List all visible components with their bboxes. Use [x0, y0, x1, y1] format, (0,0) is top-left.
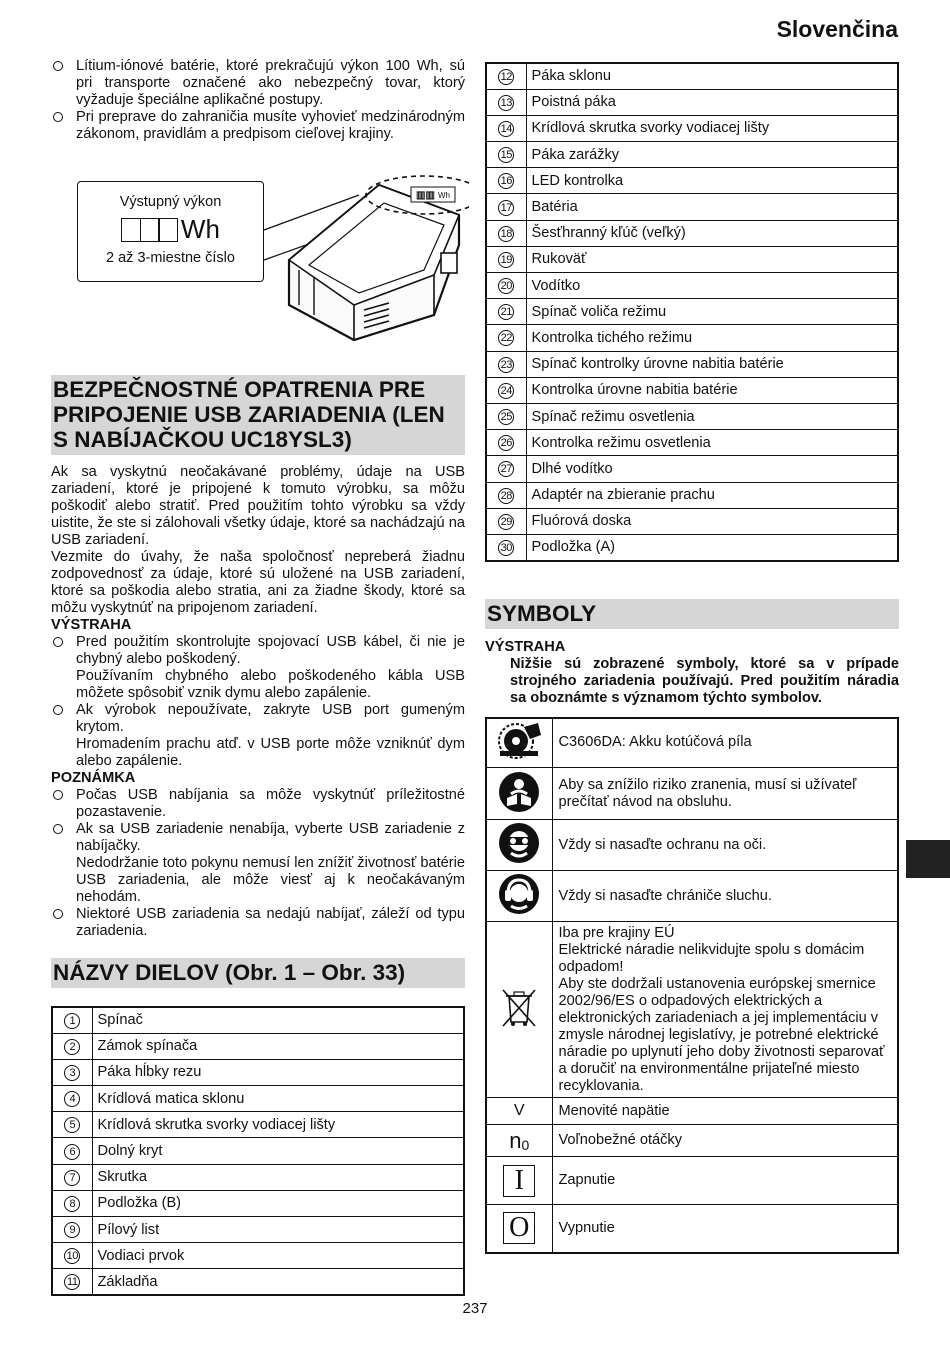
note-bullet: Niektoré USB zariadenia sa nedajú nabíjať, záleží od typu zariadenia.	[51, 906, 465, 940]
parts-row	[52, 1243, 464, 1269]
output-power-box	[77, 181, 264, 282]
parts-row	[52, 1086, 464, 1112]
parts-row	[486, 115, 898, 141]
part-label: Zámok spínača	[92, 1033, 464, 1059]
part-number: 22	[498, 330, 514, 346]
parts-row	[486, 534, 898, 560]
part-number: 24	[498, 383, 514, 399]
parts-row	[486, 482, 898, 508]
ear-protection-icon	[497, 872, 541, 916]
parts-row	[52, 1190, 464, 1216]
parts-row	[486, 351, 898, 377]
left-column	[51, 58, 465, 1296]
parts-row	[486, 456, 898, 482]
part-label: Páka hĺbky rezu	[92, 1059, 464, 1085]
right-column	[485, 62, 899, 1254]
language-label: Slovenčina	[776, 16, 898, 42]
part-label: Kontrolka režimu osvetlenia	[526, 430, 898, 456]
part-number: 2	[64, 1039, 80, 1055]
part-label: Páka zarážky	[526, 142, 898, 168]
voltage-symbol: V	[513, 1102, 525, 1120]
part-number: 21	[498, 304, 514, 320]
part-number: 28	[498, 488, 514, 504]
usb-paragraph: Vezmite do úvahy, že naša spoločnosť nepreberá žiadnu zodpovednosť za údaje, ktoré sú uložené na USB zariadení, ktoré sa poškodia alebo stratia, ani za žiadne škody, ktoré sa môžu vyskytnúť na pripojenom zariadení.	[51, 549, 465, 616]
parts-row	[486, 403, 898, 429]
symbols-section-title: SYMBOLY	[485, 599, 899, 629]
part-number: 18	[498, 226, 514, 242]
parts-row	[486, 89, 898, 115]
note-bullet: Ak sa USB zariadenie nenabíja, vyberte USB zariadenie z nabíjačky. Nedodržanie toto pokynu nemusí len znížiť životnosť batérie USB zariadenia, ale môže viesť aj k neočakávaným nehodám.	[51, 821, 465, 906]
switch-on-icon: I	[503, 1165, 535, 1197]
warning-bullets	[51, 634, 465, 770]
parts-row	[52, 1269, 464, 1295]
part-label: Krídlová skrutka svorky vodiacej lišty	[526, 115, 898, 141]
part-label: Skrutka	[92, 1164, 464, 1190]
weee-bin-icon	[499, 986, 539, 1030]
parts-row	[52, 1164, 464, 1190]
part-label: Adaptér na zbieranie prachu	[526, 482, 898, 508]
svg-text:▥▥: ▥▥	[416, 190, 435, 201]
parts-section-title: NÁZVY DIELOV (Obr. 1 – Obr. 33)	[51, 958, 465, 988]
symbol-text: Vždy si nasaďte chrániče sluchu.	[552, 871, 898, 922]
part-number: 30	[498, 540, 514, 556]
part-label: Fluórová doska	[526, 508, 898, 534]
symbol-text: Vždy si nasaďte ochranu na oči.	[552, 820, 898, 871]
part-label: Krídlová skrutka svorky vodiacej lišty	[92, 1112, 464, 1138]
part-label: Batéria	[526, 194, 898, 220]
part-label: Podložka (A)	[526, 534, 898, 560]
note-bullets	[51, 787, 465, 940]
part-label: Páka sklonu	[526, 63, 898, 89]
symbol-row	[486, 1205, 898, 1253]
circular-saw-icon	[494, 719, 544, 763]
parts-row	[486, 142, 898, 168]
note-bullet: Počas USB nabíjania sa môže vyskytnúť príležitostné pozastavenie.	[51, 787, 465, 821]
parts-row	[52, 1007, 464, 1033]
digit-cell	[121, 218, 141, 242]
parts-row	[486, 377, 898, 403]
battery-figure	[51, 165, 465, 365]
symbol-text: Vypnutie	[552, 1205, 898, 1253]
digit-cell	[158, 218, 178, 242]
symbol-text: Menovité napätie	[552, 1098, 898, 1125]
parts-row	[52, 1217, 464, 1243]
eye-protection-icon	[497, 821, 541, 865]
parts-row	[52, 1138, 464, 1164]
part-label: Poistná páka	[526, 89, 898, 115]
symbol-row	[486, 871, 898, 922]
section-tab-marker	[906, 840, 950, 878]
parts-row	[52, 1059, 464, 1085]
note-label: POZNÁMKA	[51, 770, 136, 786]
part-number: 4	[64, 1091, 80, 1107]
digit-count-label: 2 až 3-miestne číslo	[106, 250, 235, 266]
part-label: Vodiaci prvok	[92, 1243, 464, 1269]
part-label: Pílový list	[92, 1217, 464, 1243]
symbols-warning-label: VÝSTRAHA	[485, 638, 566, 655]
part-label: Kontrolka úrovne nabitia batérie	[526, 377, 898, 403]
symbol-text: Zapnutie	[552, 1157, 898, 1205]
part-label: Krídlová matica sklonu	[92, 1086, 464, 1112]
parts-row	[486, 194, 898, 220]
parts-row	[486, 246, 898, 272]
part-label: Rukoväť	[526, 246, 898, 272]
digit-cell	[140, 218, 160, 242]
part-number: 1	[64, 1013, 80, 1029]
parts-row	[486, 325, 898, 351]
part-number: 29	[498, 514, 514, 530]
part-number: 9	[64, 1222, 80, 1238]
parts-row	[486, 63, 898, 89]
parts-table-right	[485, 62, 899, 562]
read-manual-icon	[497, 770, 541, 814]
symbol-text: Voľnobežné otáčky	[552, 1125, 898, 1157]
part-number: 7	[64, 1170, 80, 1186]
parts-row	[52, 1033, 464, 1059]
symbol-row	[486, 768, 898, 820]
usb-paragraph: Ak sa vyskytnú neočakávané problémy, údaje na USB zariadení, ktoré je pripojené k tomuto výrobku, sa môžu poškodiť alebo stratiť. Pred použitím tohto výrobku sa vždy uistite, že ste si zálohovali všetky údaje, ktoré sa nachádzajú na USB zariadení.	[51, 464, 465, 548]
warning-bullet: Ak výrobok nepoužívate, zakryte USB port gumeným krytom. Hromadením prachu atď. v USB porte môže vzniknúť dym alebo zapálenie.	[51, 702, 465, 770]
symbol-row	[486, 1125, 898, 1157]
part-label: Vodítko	[526, 273, 898, 299]
symbol-row	[486, 820, 898, 871]
parts-row	[486, 220, 898, 246]
part-number: 25	[498, 409, 514, 425]
parts-row	[486, 273, 898, 299]
part-number: 16	[498, 173, 514, 189]
symbols-warning-text: Nižšie sú zobrazené symboly, ktoré sa v prípade strojného zariadenia používajú. Pred použitím náradia sa oboznámte s významom týchto symbolov.	[510, 655, 899, 706]
battery-wh-label: Wh	[438, 191, 450, 200]
intro-bullet: Lítium-iónové batérie, ktoré prekračujú výkon 100 Wh, sú pri transporte označené ako nebezpečný tovar, ktorý vyžaduje špeciálne aplikačné postupy.	[51, 58, 465, 109]
switch-off-icon: O	[503, 1212, 535, 1244]
part-label: Spínač	[92, 1007, 464, 1033]
parts-row	[486, 299, 898, 325]
part-number: 23	[498, 357, 514, 373]
part-label: Kontrolka tichého režimu	[526, 325, 898, 351]
no-load-speed-symbol: $n_0$	[509, 1127, 530, 1153]
part-label: Spínač kontrolky úrovne nabitia batérie	[526, 351, 898, 377]
part-number: 8	[64, 1196, 80, 1212]
parts-row	[486, 430, 898, 456]
part-label: Základňa	[92, 1269, 464, 1295]
part-number: 10	[64, 1248, 80, 1264]
part-number: 17	[498, 200, 514, 216]
part-label: Spínač voliča režimu	[526, 299, 898, 325]
part-label: Podložka (B)	[92, 1190, 464, 1216]
page-number: 237	[462, 1300, 488, 1317]
usb-section-title: BEZPEČNOSTNÉ OPATRENIA PRE PRIPOJENIE USB ZARIADENIA (LEN S NABÍJAČKOU UC18YSL3)	[51, 375, 465, 455]
part-number: 11	[64, 1274, 80, 1290]
part-number: 6	[64, 1144, 80, 1160]
warning-label: VÝSTRAHA	[51, 617, 132, 633]
symbol-row	[486, 922, 898, 1098]
part-number: 20	[498, 278, 514, 294]
part-number: 15	[498, 147, 514, 163]
part-label: Spínač režimu osvetlenia	[526, 403, 898, 429]
symbol-row	[486, 718, 898, 768]
part-label: Šesťhranný kľúč (veľký)	[526, 220, 898, 246]
part-number: 5	[64, 1117, 80, 1133]
output-power-label: Výstupný výkon	[119, 194, 222, 210]
symbols-table	[485, 717, 899, 1254]
intro-bullet: Pri preprave do zahraničia musíte vyhovieť medzinárodným zákonom, pravidlám a predpisom cieľovej krajiny.	[51, 109, 465, 143]
part-number: 12	[498, 69, 514, 85]
parts-table-left	[51, 1006, 465, 1296]
battery-pack-icon	[259, 165, 469, 365]
symbol-text: Aby sa znížilo riziko zranenia, musí si užívateľ prečítať návod na obsluhu.	[552, 768, 898, 820]
symbol-row	[486, 1098, 898, 1125]
parts-row	[486, 168, 898, 194]
symbol-text: C3606DA: Akku kotúčová píla	[552, 718, 898, 768]
part-label: LED kontrolka	[526, 168, 898, 194]
parts-row	[52, 1112, 464, 1138]
parts-row	[486, 508, 898, 534]
part-label: Dlhé vodítko	[526, 456, 898, 482]
warning-bullet: Pred použitím skontrolujte spojovací USB kábel, či nie je chybný alebo poškodený. Používaním chybného alebo poškodeného kábla USB môžete spôsobiť vznik dymu alebo zapálenie.	[51, 634, 465, 702]
part-number: 26	[498, 435, 514, 451]
symbol-text: Iba pre krajiny EÚ Elektrické náradie nelikvidujte spolu s domácim odpadom! Aby ste dodržali ustanovenia európskej smernice 2002/96/ES o odpadových elektrických a elektronických zariadeniach a jej implementáciu v zmysle národnej legislatívy, je potrebné elektrické náradie po uplynutí jeho doby životnosti separovať a doručiť na environmentálne prijateľné miesto recyklovania.	[552, 922, 898, 1098]
part-number: 14	[498, 121, 514, 137]
wh-unit: Wh	[180, 214, 220, 244]
intro-bullets	[51, 58, 465, 143]
part-number: 3	[64, 1065, 80, 1081]
part-number: 19	[498, 252, 514, 268]
part-number: 27	[498, 461, 514, 477]
part-label: Dolný kryt	[92, 1138, 464, 1164]
part-number: 13	[498, 95, 514, 111]
symbol-row	[486, 1157, 898, 1205]
